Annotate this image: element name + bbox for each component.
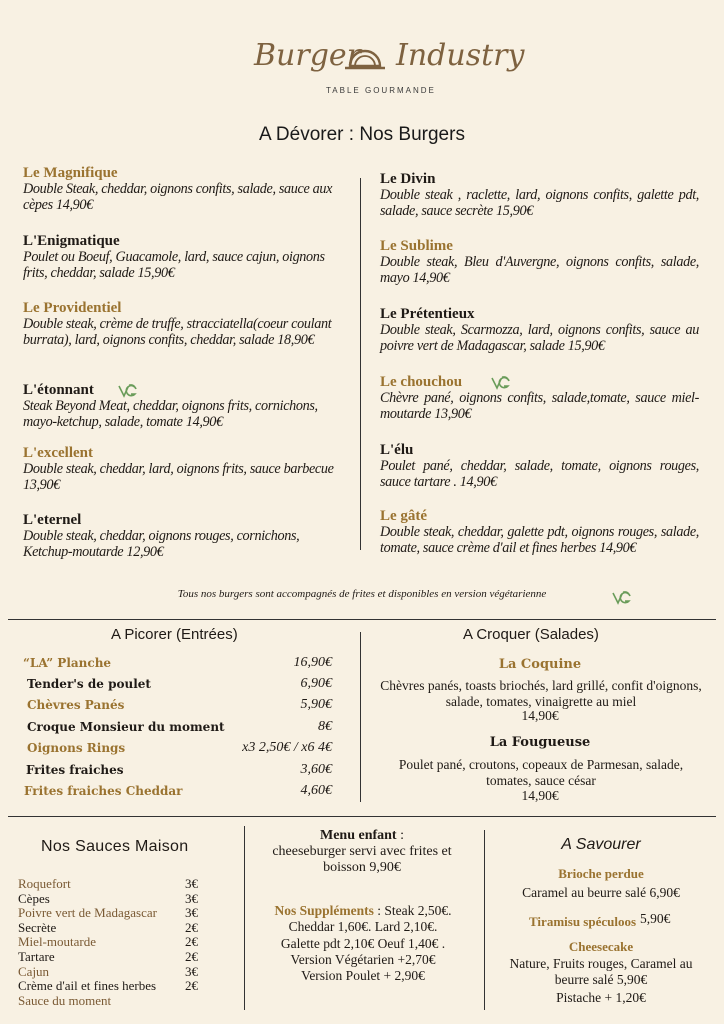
burger-desc xyxy=(23,398,343,430)
picorer-title-main: A Picorer xyxy=(111,626,172,643)
section-rule-bottom xyxy=(8,816,716,817)
picorer-item-name: Croque Monsieur du moment xyxy=(27,720,225,734)
burger-desc xyxy=(380,322,699,354)
picorer-item-name: Frites fraiches Cheddar xyxy=(24,784,183,798)
picorer-item-price: x3 2,50€ / x6 4€ xyxy=(242,740,332,755)
salad-fougueuse-price: 14,90€ xyxy=(521,788,559,803)
supplements-desc: : Steak 2,50€. Cheddar 1,60€. Lard 2,10€. Galette pdt 2,10€ Oeuf 1,40€ . Version Végétarien +2,70€ xyxy=(280,903,452,967)
burger-item xyxy=(380,374,699,422)
sauces-title: Nos Sauces Maison xyxy=(41,838,189,855)
brioche-line xyxy=(494,885,708,901)
burger-desc-text: Steak Beyond Meat, cheddar, oignons frits, cornichons, mayo-ketchup, salade, tomate xyxy=(23,398,318,430)
burger-price: 14,90€ xyxy=(185,414,223,430)
burger-price: 14,90€ xyxy=(459,474,497,490)
burger-price: 15,90€ xyxy=(496,203,533,219)
burger-price: 15,90€ xyxy=(567,338,605,354)
savourer-title: A Savourer xyxy=(561,836,641,853)
sauce-name: Cèpes xyxy=(18,890,50,906)
burger-item xyxy=(23,445,343,493)
burger-name: L'eternel xyxy=(23,512,82,528)
sauce-name: Cajun xyxy=(18,963,50,979)
burger-price: 14,90€ xyxy=(412,270,450,286)
picorer-title xyxy=(111,626,238,643)
logo xyxy=(250,30,525,100)
picorer-item-price: 8€ xyxy=(318,719,332,734)
burger-name: L'élu xyxy=(380,442,414,458)
croquer-title-main: A Croquer xyxy=(463,626,531,643)
enfant-block xyxy=(262,828,462,876)
sauce-price: 2€ xyxy=(185,934,198,950)
burger-name: Le Magnifique xyxy=(23,165,118,181)
vegetarian-icon xyxy=(118,384,138,398)
sauce-name: Crème d'ail et fines herbes xyxy=(18,978,157,994)
sauce-price: 2€ xyxy=(185,949,198,964)
burger-item xyxy=(380,442,699,490)
burger-desc xyxy=(380,254,699,286)
burger-price: 14,90€ xyxy=(599,540,637,556)
burger-name: L'étonnant xyxy=(23,382,94,398)
brioche-desc: Caramel au beurre salé xyxy=(522,885,647,900)
sauce-price: 3€ xyxy=(185,876,198,891)
sauces-divider xyxy=(244,826,245,1010)
supplements-poulet: Version Poulet + 2,90€ xyxy=(301,968,425,984)
cheesecake-extra: Pistache + 1,20€ xyxy=(556,990,646,1005)
burger-desc xyxy=(380,458,699,490)
sauce-name: Tartare xyxy=(18,949,55,964)
burger-desc xyxy=(23,528,343,560)
burger-price: 12,90€ xyxy=(126,544,164,560)
burger-desc-text: Double steak, cheddar, lard, oignons frits, sauce barbecue xyxy=(23,461,334,477)
enfant-desc: cheeseburger servi avec frites et boisson 9,90€ xyxy=(272,844,452,875)
page-title: A Dévorer : Nos Burgers xyxy=(259,124,465,145)
burger-item xyxy=(23,382,343,430)
picorer-item-price: 3,60€ xyxy=(300,762,332,777)
tiramisu-name: Tiramisu spéculoos xyxy=(529,914,637,929)
logo-word-left: Burger xyxy=(254,38,362,73)
cheesecake-line xyxy=(494,956,708,988)
dessert-divider xyxy=(484,830,485,1010)
supplements-block xyxy=(272,903,454,984)
brioche-price: 6,90€ xyxy=(649,885,680,900)
burger-price: 18,90€ xyxy=(277,332,315,348)
salad-fougueuse-name: La Fougueuse xyxy=(489,735,591,750)
burger-name: L'excellent xyxy=(23,445,93,461)
cloche-icon xyxy=(342,40,388,76)
sauce-price: 2€ xyxy=(185,978,198,994)
enfant-colon: : xyxy=(396,828,404,843)
cheesecake-name: Cheesecake xyxy=(568,939,634,954)
logo-tagline: TABLE GOURMANDE xyxy=(326,86,436,95)
picorer-title-sub: (Entrées) xyxy=(171,626,238,643)
tiramisu-price: 5,90€ xyxy=(640,911,671,926)
picorer-item-name: Oignons Rings xyxy=(27,741,126,755)
salad-coquine-price: 14,90€ xyxy=(521,708,559,723)
sauce-price: 3€ xyxy=(185,890,198,906)
burger-desc xyxy=(380,187,699,219)
salad-coquine-desc: Chèvres panés, toasts briochés, lard grillé, confit d'oignons, salade, tomates, vinaigrette au miel xyxy=(380,678,702,709)
burger-desc-text: Double steak, crème de truffe, stracciatella(coeur coulant burrata), lard, oignons confits, cheddar, salade xyxy=(23,316,332,348)
burger-item xyxy=(23,233,343,281)
tiramisu-line xyxy=(529,913,719,931)
sauce-price: 2€ xyxy=(185,919,198,935)
cheesecake-desc: Nature, Fruits rouges, Caramel au beurre salé xyxy=(509,956,693,987)
sauce-price: 3€ xyxy=(185,963,198,979)
sauce-name: Roquefort xyxy=(18,876,71,891)
vegetarian-note-icon xyxy=(612,591,632,605)
burger-item xyxy=(380,171,699,219)
salad-coquine-name: La Coquine xyxy=(498,657,582,672)
burger-desc xyxy=(380,390,699,422)
burger-desc-text: Double steak, cheddar, oignons rouges, cornichons, Ketchup-moutarde xyxy=(23,528,300,560)
cheesecake-price: 5,90€ xyxy=(616,972,648,987)
burger-name: L'Enigmatique xyxy=(23,233,120,249)
burger-name: Le chouchou xyxy=(380,374,463,390)
burger-desc-text: Double Steak, cheddar, oignons confits, salade, sauce aux cèpes xyxy=(23,181,333,213)
sauce-name: Poivre vert de Madagascar xyxy=(18,905,157,921)
picorer-item-name: Chèvres Panés xyxy=(27,698,125,712)
picorer-item-name: Tender's de poulet xyxy=(27,677,151,691)
burger-desc-text: Chèvre pané, oignons confits, salade,tomate, sauce miel-moutarde xyxy=(380,390,699,422)
burger-item xyxy=(23,300,343,348)
burger-desc xyxy=(23,316,343,348)
burger-price: 13,90€ xyxy=(434,406,472,422)
sauce-price: 3€ xyxy=(185,905,198,921)
burger-name: Le Providentiel xyxy=(23,300,122,316)
logo-word-right: Industry xyxy=(396,38,525,73)
burger-name: Le Prétentieux xyxy=(380,306,475,322)
burger-item xyxy=(380,306,699,354)
enfant-title: Menu enfant xyxy=(319,828,397,843)
burger-price: 15,90€ xyxy=(137,265,175,281)
picorer-item-name: “LA” Planche xyxy=(23,656,112,670)
burger-price: 13,90€ xyxy=(23,477,60,493)
burger-desc xyxy=(23,181,343,213)
burger-item xyxy=(23,512,343,560)
burger-desc-text: Double steak, Scarmozza, lard, oignons confits, sauce au poivre vert de Madagascar, salade xyxy=(380,322,699,354)
burger-name: Le Sublime xyxy=(380,238,453,254)
burger-item xyxy=(380,508,699,556)
picorer-item-name: Frites fraiches xyxy=(26,763,124,777)
brioche-name: Brioche perdue xyxy=(558,866,644,881)
picorer-divider xyxy=(360,632,361,802)
burger-note-text: Tous nos burgers sont accompagnés de frites et disponibles en version végétarienne xyxy=(177,588,547,600)
supplements-title: Nos Suppléments xyxy=(274,903,374,918)
burger-item xyxy=(380,238,699,286)
burger-desc-text: Poulet pané, cheddar, salade, tomate, oignons rouges, sauce tartare . xyxy=(380,458,699,490)
burger-desc-text: Double steak, Bleu d'Auvergne, oignons confits, salade, mayo xyxy=(380,254,699,286)
burger-name: Le gâté xyxy=(380,508,428,524)
picorer-item-price: 6,90€ xyxy=(300,676,332,691)
section-rule-top xyxy=(8,619,716,620)
burger-name: Le Divin xyxy=(380,171,436,187)
picorer-item-price: 16,90€ xyxy=(293,655,332,670)
vegetarian-icon xyxy=(491,376,511,390)
burger-desc xyxy=(23,461,343,493)
croquer-title xyxy=(463,626,599,643)
burger-desc-text: Double steak , raclette, lard, oignons confits, galette pdt, salade, sauce secrète xyxy=(380,187,699,219)
burger-desc-text: Double steak, cheddar, galette pdt, oignons rouges, salade, tomate, sauce crème d'ail et fines herbes xyxy=(380,524,699,556)
burgers-divider xyxy=(360,178,361,550)
croquer-title-sub: (Salades) xyxy=(530,626,599,643)
sauce-name: Secrète xyxy=(18,919,57,935)
picorer-item-price: 5,90€ xyxy=(300,697,332,712)
burger-desc xyxy=(23,249,343,281)
burger-desc xyxy=(380,524,699,556)
salad-fougueuse-desc: Poulet pané, croutons, copeaux de Parmesan, salade, tomates, sauce césar xyxy=(398,757,684,788)
picorer-item-price: 4,60€ xyxy=(300,783,332,798)
sauce-name: Miel-moutarde xyxy=(18,934,96,950)
sauce-name: Sauce du moment xyxy=(18,992,112,1008)
burger-item xyxy=(23,165,343,213)
burger-price: 14,90€ xyxy=(55,197,93,213)
burger-desc-text: Poulet ou Boeuf, Guacamole, lard, sauce cajun, oignons frits, cheddar, salade xyxy=(23,249,325,281)
